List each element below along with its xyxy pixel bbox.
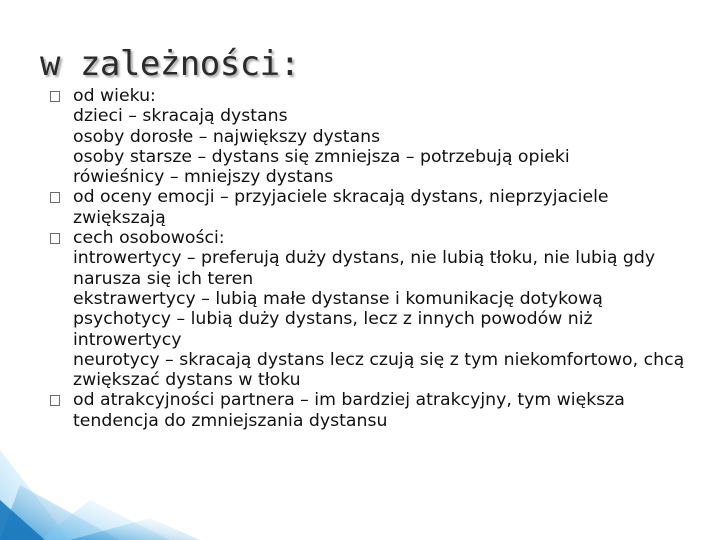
- bullet-text: od oceny emocji – przyjaciele skracają dystans, nieprzyjaciele zwiększają: [73, 187, 609, 228]
- slide-title: w zależności:: [40, 44, 300, 84]
- decor-shape: [0, 500, 45, 540]
- decor-shape: [40, 500, 170, 540]
- decor-shape: [0, 450, 70, 540]
- bullet-text: od wieku:: [73, 86, 156, 106]
- sub-item: introwertycy – preferują duży dystans, nie lubią tłoku, nie lubią gdy narusza się ich teren: [73, 248, 656, 289]
- decor-shape: [70, 518, 200, 540]
- bullet-item-attractiveness: [50, 390, 690, 431]
- square-bullet-icon: [50, 395, 60, 406]
- sub-item: ekstrawertycy – lubią małe dystanse i komunikację dotykową: [73, 288, 603, 309]
- square-bullet-icon: [50, 91, 60, 102]
- sub-item: neurotycy – skracają dystans lecz czują się z tym niekomfortowo, chcą zwiększać dystans w tłoku: [73, 349, 685, 391]
- bullet-item-emotions: [50, 187, 690, 228]
- square-bullet-icon: [50, 233, 60, 244]
- bullet-text: cech osobowości:: [73, 228, 225, 249]
- decor-shape: [0, 485, 120, 540]
- bullet-item-personality: [50, 228, 690, 390]
- sub-item: osoby dorosłe – największy dystans: [73, 126, 381, 147]
- sub-item: osoby starsze – dystans się zmniejsza – potrzebują opieki: [73, 146, 570, 167]
- bullet-text: od atrakcyjności partnera – im bardziej atrakcyjny, tym większa tendencja do zmniejszania dystansu: [73, 390, 625, 431]
- bullet-list: [50, 86, 690, 431]
- sub-item: rówieśnicy – mniejszy dystans: [73, 167, 334, 188]
- bullet-item-age: [50, 86, 690, 187]
- sub-item: psychotycy – lubią duży dystans, lecz z innych powodów niż introwertycy: [73, 309, 593, 350]
- square-bullet-icon: [50, 192, 60, 203]
- sub-item: dzieci – skracają dystans: [73, 106, 288, 127]
